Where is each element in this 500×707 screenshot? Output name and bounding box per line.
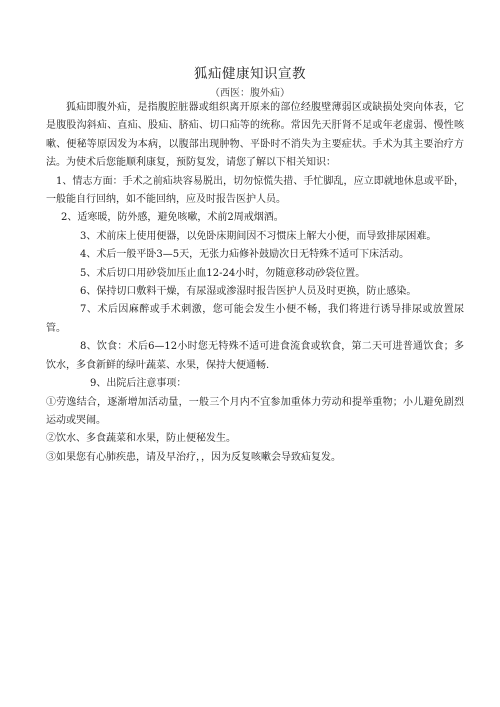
list-item: 2、适寒暖，防外感，避免咳嗽，术前2周戒烟酒。 <box>61 212 284 224</box>
list-item: 9、出院后注意事项： <box>90 378 187 390</box>
discharge-note: ②饮水、多食蔬菜和水果，防止便秘发生。 <box>46 433 236 445</box>
list-item: 3、术前床上使用便器，以免卧床期间因不习惯床上解大小便，而导致排尿困难。 <box>80 230 437 242</box>
list-item: 6、保持切口敷料干燥，有尿湿或渗湿时报告医护人员及时更换，防止感染。 <box>80 286 417 298</box>
list-item: 8、饮食：术后6—12小时您无特殊不适可进食流食或软食，第二天可进普通饮食；多饮水，多食新鲜的绿叶蔬菜、水果，保持大便通畅. <box>46 341 464 371</box>
page-title: 狐疝健康知识宣教 <box>194 66 306 82</box>
intro-paragraph: 狐疝即腹外疝，是指腹腔脏器或组织离开原来的部位经腹壁薄弱区或缺损处突向体表，它是腹股沟斜疝、直疝、股疝、脐疝、切口疝等的统称。常因先天肝肾不足或年老虚弱、慢性咳嗽、便秘等原因发为本病，以腹部出现肿物、平卧时不消失为主要症状。手术为其主要治疗方法。为使术后您能顺利康复，预防复发，请您了解以下相关知识： <box>46 102 464 169</box>
list-item: 5、术后切口用砂袋加压止血12-24小时，勿随意移动砂袋位置。 <box>80 267 366 279</box>
list-item: 4、术后一般平卧3—5天，无张力疝修补鼓励次日无特殊不适可下床活动。 <box>80 249 410 261</box>
page-subtitle: （西医：腹外疝） <box>210 88 290 99</box>
list-item: 7、术后因麻醉或手术刺激，您可能会发生小便不畅，我们将进行诱导排尿或放置尿管。 <box>46 304 464 334</box>
document-body <box>46 99 464 467</box>
list-item: 1、情志方面：手术之前疝块容易脱出，切勿惊慌失措、手忙脚乱，应立即就地休息或平卧，一般能自行回纳，如不能回纳，应及时报告医护人员。 <box>46 175 464 206</box>
discharge-note: ①劳逸结合，逐渐增加活动量，一般三个月内不宜参加重体力劳动和提举重物；小儿避免剧烈运动或哭闹。 <box>46 396 464 426</box>
discharge-note: ③如果您有心肺疾患，请及早治疗，，因为反复咳嗽会导致疝复发。 <box>46 451 341 463</box>
